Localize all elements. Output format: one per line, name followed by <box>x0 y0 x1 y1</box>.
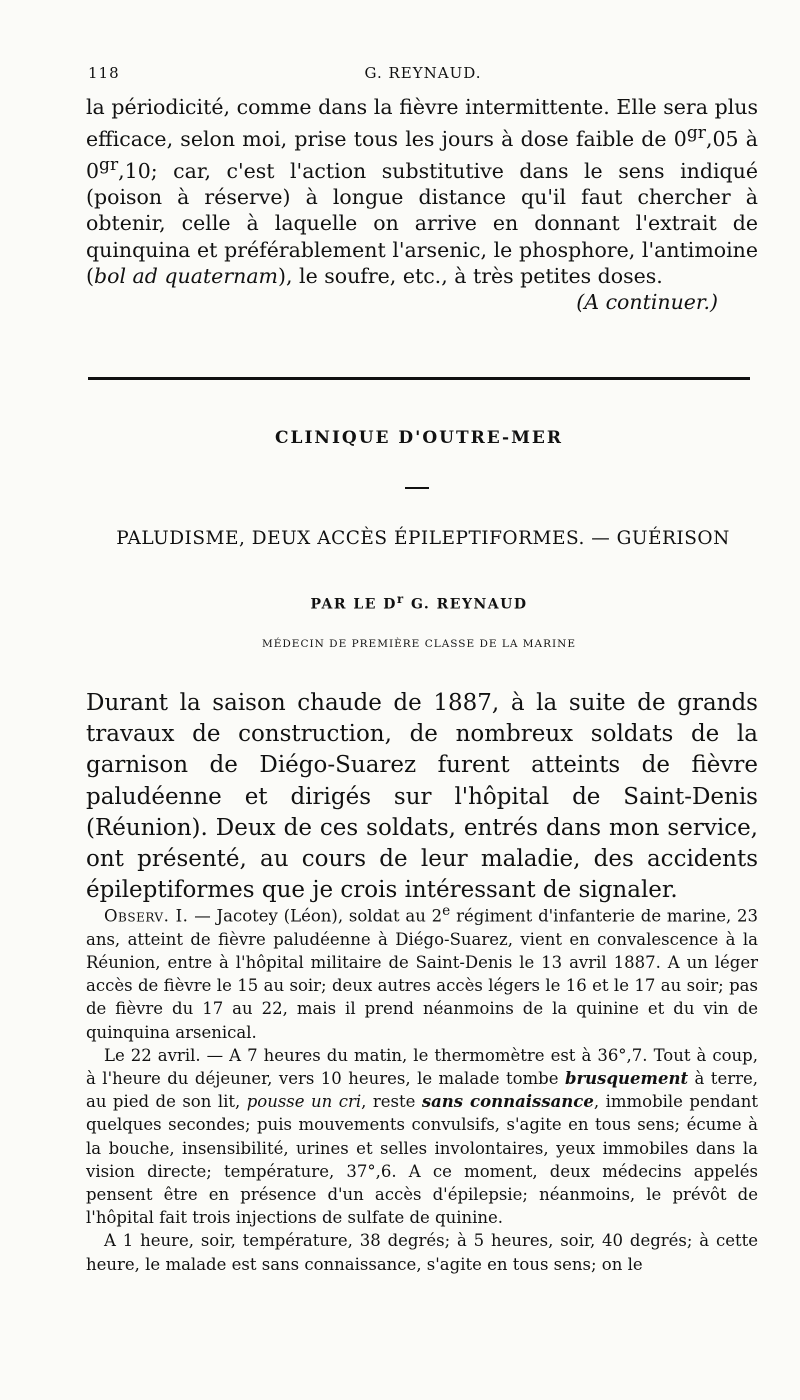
continuation-text <box>86 94 758 315</box>
page-number: 118 <box>88 64 120 82</box>
article-byline: PAR LE $D^r$ G. REYNAUD <box>310 592 528 613</box>
section-rule <box>88 377 750 380</box>
observation-label: Observ. I. <box>104 906 189 926</box>
observation-paragraph-3: A 1 heure, soir, température, 38 degrés; à 5 heures, soir, 40 degrés; à cette heure, le malade est sans connaissance, s'agite en tous sens; on le <box>86 1231 758 1274</box>
to-be-continued: (A continuer.) <box>576 290 718 315</box>
observation-paragraph-1: Observ. I. — Jacotey (Léon), soldat au 2e régiment d'infanterie de marine, 23 ans, atteint de fièvre paludéenne à Diégo-Suarez, vient en convalescence à la Réunion, entre à l'hôpital militaire de Saint-Denis le 13 avril 1887. A un léger accès de fièvre le 15 au soir; deux autres accès légers le 16 et le 17 au soir; pas de fièvre du 17 au 22, mais il prend néanmoins de la quinine et du vin de quinquina arsenical. <box>86 903 758 1042</box>
heading-dash <box>405 487 429 489</box>
section-heading: CLINIQUE D'OUTRE-MER <box>274 428 564 448</box>
running-title: G. REYNAUD. <box>364 64 482 82</box>
article-title: PALUDISME, DEUX ACCÈS ÉPILEPTIFORMES. — GUÉRISON <box>116 528 730 549</box>
page-header <box>88 64 758 90</box>
intro-paragraph: Durant la saison chaude de 1887, à la suite de grands travaux de construction, de nombreux soldats de la garnison de Diégo-Suarez furent atteints de fièvre paludéenne et dirigés sur l'hôpital de Saint-Denis (Réunion). Deux de ces soldats, entrés dans mon service, ont présenté, au cours de leur maladie, des accidents épileptiformes que je crois intéressant de signaler. <box>86 690 758 904</box>
continuation-paragraph: la périodicité, comme dans la fièvre intermittente. Elle sera plus efficace, selon moi, prise tous les jours à dose faible de $0^{gr},05$ à $0^{gr},10$; car, c'est l'action substitutive dans le sens indiqué (poison à réserve) à longue distance qu'il faut chercher à obtenir, celle à laquelle on arrive en donnant l'extrait de quinquina et préférablement l'arsenic, le phosphore, l'antimoine (bol ad quaternam), le soufre, etc., à très petites doses. <box>86 95 758 288</box>
observation-section <box>86 900 758 1276</box>
observation-paragraph-2: Le 22 avril. — A 7 heures du matin, le thermomètre est à 36°,7. Tout à coup, à l'heure du déjeuner, vers 10 heures, le malade tombe brusquement à terre, au pied de son lit, pousse un cri, reste sans connaissance, immobile pendant quelques secondes; puis mouvements convulsifs, s'agite en tous sens; écume à la bouche, insensibilité, urines et selles involontaires, yeux immobiles dans la vision directe; température, 37°,6. A ce moment, deux médecins appelés pensent être en présence d'un accès d'épilepsie; néanmoins, le prévôt de l'hôpital fait trois injections de sulfate de quinine. <box>86 1045 759 1228</box>
author-affiliation: MÉDECIN DE PREMIÈRE CLASSE DE LA MARINE <box>261 638 577 650</box>
